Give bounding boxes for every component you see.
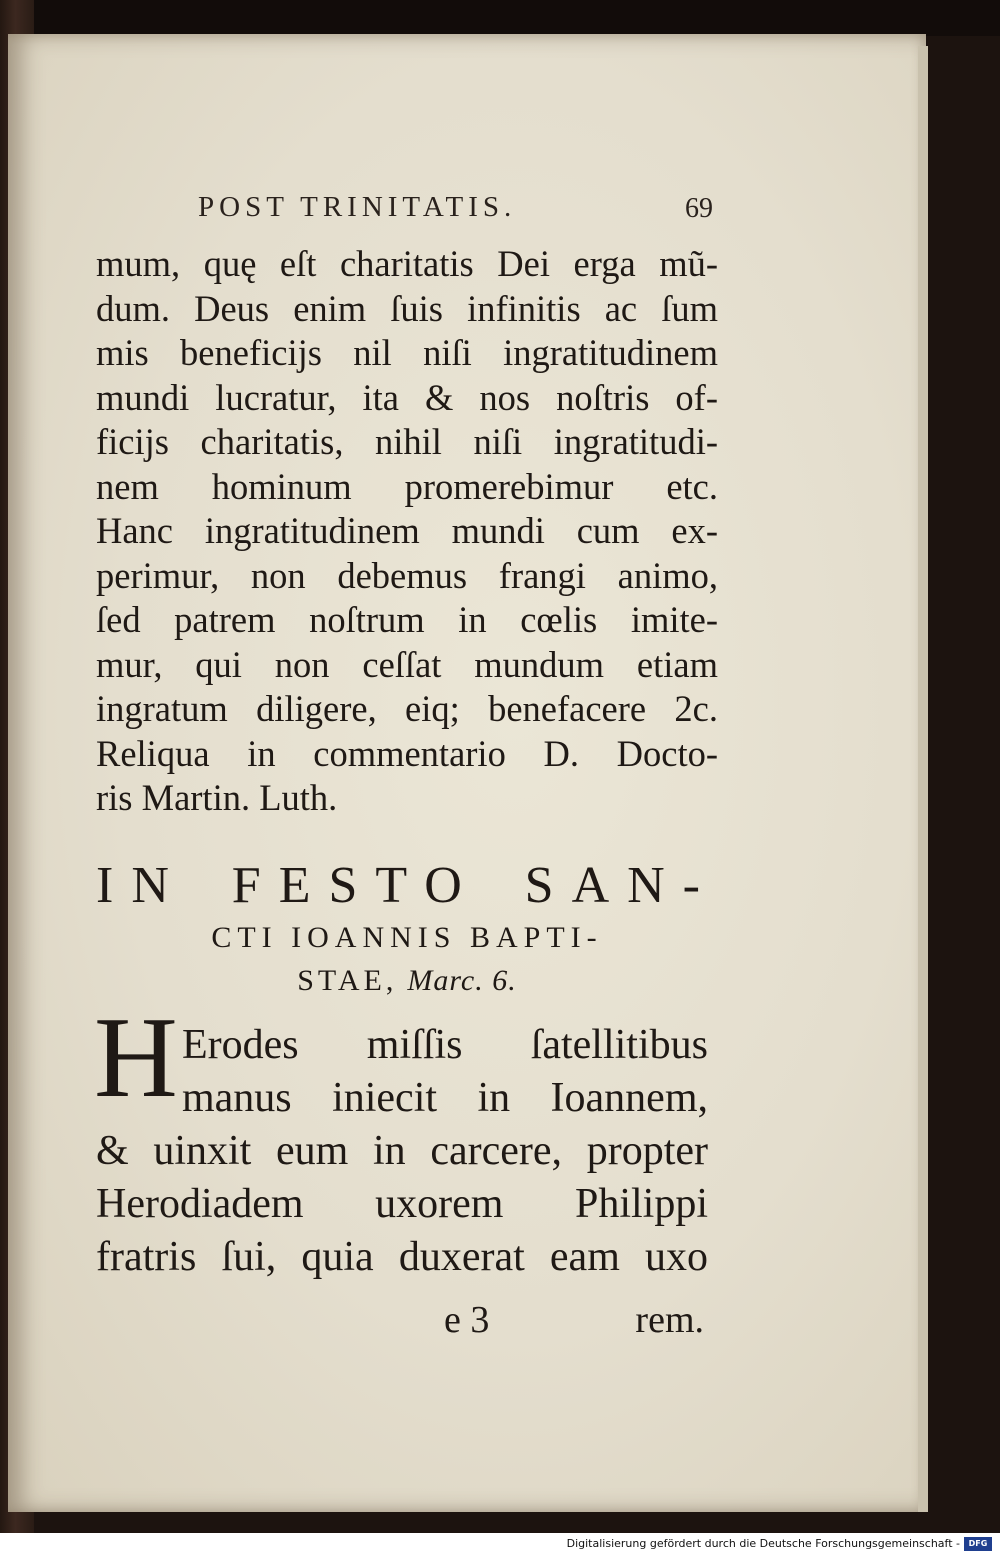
heading-line: IN FESTO SAN- [96,857,718,914]
text-line: mundi lucratur, ita & nos noſtris of- [96,376,718,418]
footer-bar [0,1533,1000,1555]
heading-line [96,960,718,1002]
text-line: ris Martin. Luth. [96,777,338,818]
text-line: ingratum diligere, eiq; benefacere 2c. [96,688,718,729]
body-text [96,242,718,821]
text-line: fratris ſui, quia duxerat eam uxo [96,1234,708,1280]
page-number: 69 [685,193,713,224]
heading-line-text: STAE, [297,964,398,997]
section-heading [96,856,718,1002]
signature-row [96,1298,708,1348]
text-line: ficijs charitatis, nihil niſi ingratitudi- [96,421,718,462]
running-title: POST TRINITATIS. [198,191,517,223]
text-line: mum, quę eſt charitatis Dei erga mũ- [96,243,718,284]
book-page [8,34,926,1512]
page-edge [918,46,928,1512]
text-line: dum. Deus enim ſuis infinitis ac ſum [96,287,718,329]
signature-mark: e 3 [444,1299,490,1341]
text-line: Reliqua in commentario D. Docto- [96,732,718,774]
text-line: Erodes miſſis ſatellitibus [182,1022,708,1068]
binding-top [0,0,1000,36]
text-line: manus iniecit in Ioannem, [182,1075,708,1121]
text-line: mis beneficijs nil niſi ingratitudinem [96,332,718,373]
dfg-logo: DFG [964,1537,992,1551]
text-line: ſed patrem noſtrum in cœlis imite- [96,599,718,640]
text-line: nem hominum promerebimur etc. [96,465,718,507]
page-header [198,189,718,229]
passage-text [96,1019,708,1284]
text-line: perimur, non debemus frangi animo, [96,554,718,596]
text-line: & uinxit eum in carcere, propter [96,1128,708,1174]
bible-reference: Marc. 6. [407,964,517,997]
text-line: Hanc ingratitudinem mundi cum ex- [96,510,718,551]
drop-cap: H [94,994,178,1122]
catchword: rem. [635,1299,704,1341]
text-line: Herodiadem uxorem Philippi [96,1181,708,1227]
heading-line: CTI IOANNIS BAPTI- [211,921,603,954]
funding-credit: Digitalisierung gefördert durch die Deutsche Forschungsgemeinschaft - [566,1537,960,1550]
text-line: mur, qui non ceſſat mundum etiam [96,643,718,685]
